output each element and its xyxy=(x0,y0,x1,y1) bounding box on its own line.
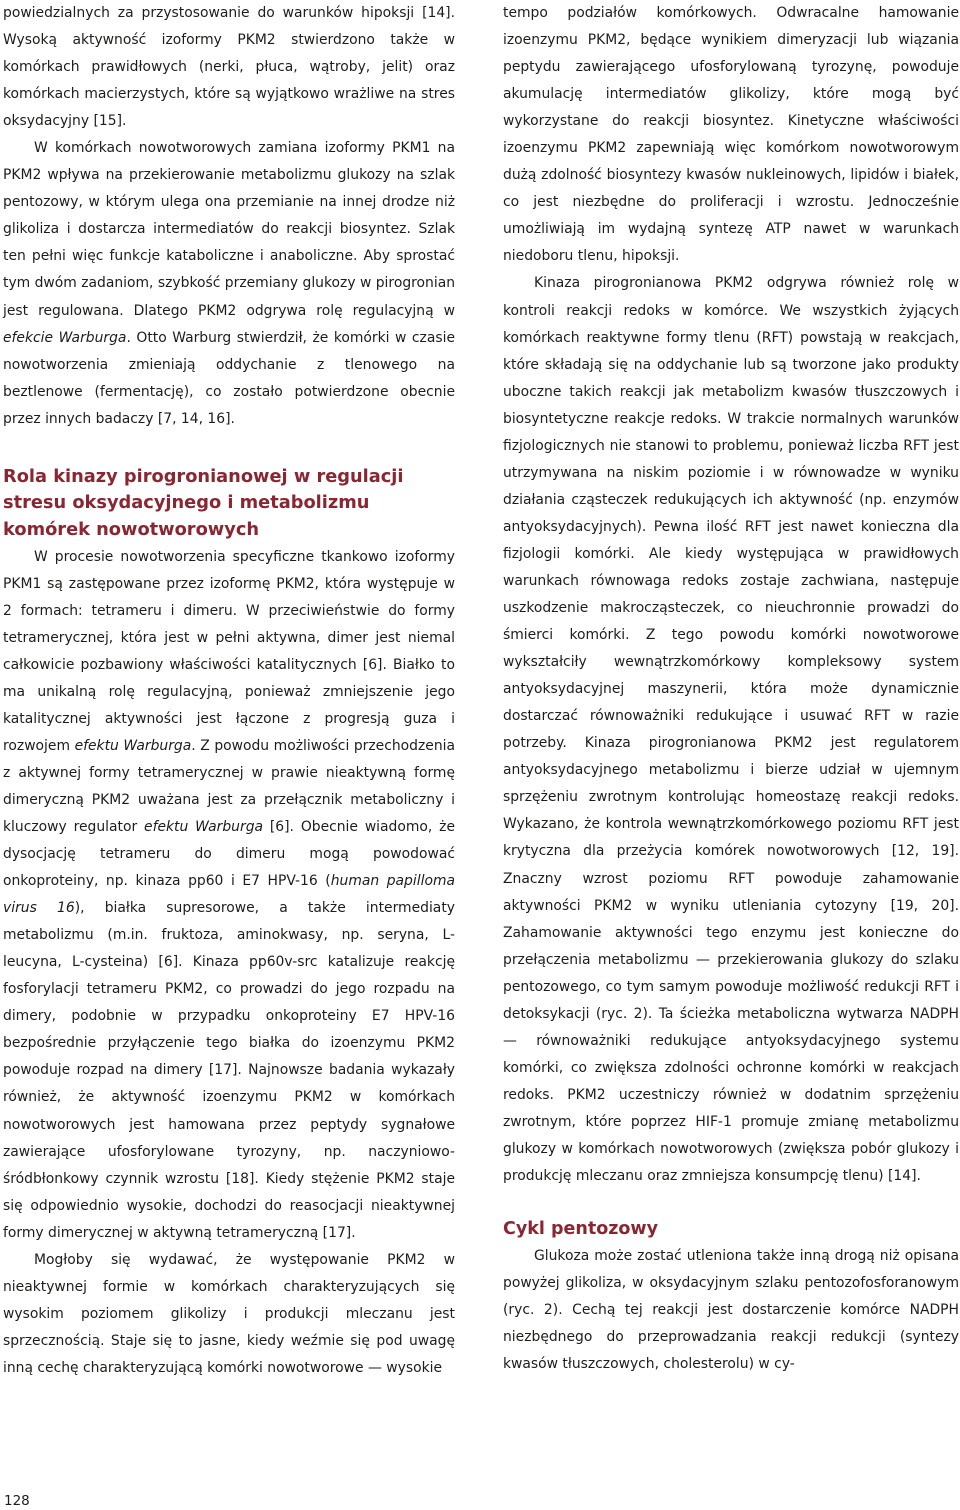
italic-term: efekcie Warburga xyxy=(3,329,127,346)
section-heading: Rola kinazy pirogronianowej w regulacji stresu oksydacyjnego i metabolizmu komórek nowotworowych xyxy=(3,465,404,540)
italic-term: human papilloma virus 16 xyxy=(3,873,455,917)
paragraph-text: [6]. Obecnie wiadomo, że dysocjację tetrameru do dimeru mogą powodować onkoproteiny, np. kinaza pp60 i E7 HPV-16 ( xyxy=(3,819,455,890)
page-number: 128 xyxy=(4,1493,30,1509)
paragraph: Glukoza może zostać utleniona także inną drogą niż opisana powyżej glikoliza, w oksydacyjnym szlaku pentozofosforanowym (ryc. 2). Cechą tej reakcji jest dostarczenie komórce NADPH niezbędnego do przeprowadzania reakcji redukcji (syntezy kwasów tłuszczowych, cholesterolu) w cy- xyxy=(503,1247,959,1372)
paragraph xyxy=(3,135,455,433)
paragraph-text: ), białka supresorowe, a także intermediaty metabolizmu (m.in. fruktoza, aminokwasy, np. seryna, L-leucyna, L-cysteina) [6]. Kinaza pp60v-src katalizuje reakcję fosforylacji tetrameru PKM2, co prowadzi do jego rozpadu na dimery, podobnie w przypadku onkoproteiny E7 HPV-16 bezpośrednie przyłączenie tego białka do izoenzymu PKM2 powoduje rozpad na dimery [17]. Najnowsze badania wykazały również, że aktywność izoenzymu PKM2 w komórkach nowotworowych jest hamowana przez peptydy sygnałowe zawierające ufosforylowane tyrozyny, np. naczyniowo-śródbłonkowy czynnik wzrostu [18]. Kiedy stężenie PKM2 staje się odpowiednio wysokie, dochodzi do reasocjacji nieaktywnej formy dimerycznej w aktywną tetrameryczną [17]. xyxy=(3,900,455,1241)
paragraph-text: . Otto Warburg stwierdził, że komórki w czasie nowotworzenia zmieniają oddychanie z tlenowego na beztlenowe (fermentację), co zostało potwierdzone obecnie przez innych badaczy [7, 14, 16]. xyxy=(3,329,456,427)
italic-term: efektu Warburga xyxy=(144,819,264,835)
paragraph-text: W procesie nowotworzenia specyficzne tkankowo izoformy PKM1 są zastępowane przez izoformę PKM2, która występuje w 2 formach: tetrameru i dimeru. W przeciwieństwie do formy tetramerycznej, która jest w pełni aktywna, dimer jest niemal całkowicie pozbawiony właściwości katalitycznych [6]. Białko to ma unikalną rolę regulacyjną, ponieważ zmniejszenie jego katalitycznej aktywności jest łączone z progresją guza i rozwojem xyxy=(3,548,455,754)
italic-term: efektu Warburga xyxy=(74,737,192,754)
paragraph: Mogłoby się wydawać, że występowanie PKM2 w nieaktywnej formie w komórkach charakteryzujących się wysokim poziomem glikolizy i produkcji mleczanu jest sprzecznością. Staje się to jasne, kiedy weźmie się pod uwagę inną cechę charakteryzującą komórki nowotworowe — wysokie xyxy=(3,1251,455,1376)
paragraph: tempo podziałów komórkowych. Odwracalne hamowanie izoenzymu PKM2, będące wynikiem dimeryzacji lub wiązania peptydu zawierającego ufosforylowaną tyrozynę, powoduje akumulację intermediatów glikolizy, które mogą być wykorzystane do reakcji biosyntez. Kinetyczne właściwości izoenzymu PKM2 zapewniają więc komórkom nowotworowym dużą zdolność biosyntezy kwasów nukleinowych, lipidów i białek, co jest niezbędne do proliferacji i wzrostu. Jednocześnie umożliwiają im wydajną syntezę ATP nawet w warunkach niedoboru tlenu, hipoksji. xyxy=(503,5,959,265)
paragraph: Kinaza pirogronianowa PKM2 odgrywa również rolę w kontroli reakcji redoks w komórce. We wszystkich żyjących komórkach reaktywne formy tlenu (RFT) powstają w reakcjach, które składają się na oddychanie lub są tworzone jako produkty uboczne takich reakcji jak metabolizm kwasów tłuszczowych i biosyntetyczne reakcje redoks. W trakcie normalnych warunków fizjologicznych nie stanowi to problemu, ponieważ liczba RFT jest utrzymywana na niskim poziomie i w równowadze w wyniku działania cząsteczek redukujących ich aktywność (np. enzymów antyoksydacyjnych). Pewna ilość RFT jest nawet konieczna dla fizjologii komórki. Ale kiedy występująca w prawidłowych warunkach równowaga redoks zostaje zachwiana, następuje uszkodzenie makrocząsteczek, co nieuchronnie prowadzi do śmierci komórki. Z tego powodu komórki nowotworowe wykształciły wewnątrzkomórkowy kompleksowy system antyoksydacyjnej maszynerii, która może dynamicznie dostarczać równoważniki redukujące i usuwać RFT w razie potrzeby. Kinaza pirogronianowa PKM2 jest regulatorem antyoksydacyjnego metabolizmu i bierze udział w ujemnym sprzężeniu zwrotnym kontrolując homeostazę reakcji redoks. Wykazano, że kontrola wewnątrzkomórkowego poziomu RFT jest krytyczna dla przeżycia komórek nowotworowych [12, 19]. Znaczny wzrost poziomu RFT powoduje zahamowanie aktywności PKM2 w wyniku utleniania cytozyny [19, 20]. Zahamowanie aktywności tego enzymu jest konieczne do przełączenia metabolizmu — przekierowania glukozy do szlaku pentozowego, co tym samym powoduje możliwość redukcji RFT i detoksykacji (ryc. 2). Ta ścieżka metaboliczna wytwarza NADPH — równoważniki redukujące antyoksydacyjnego systemu komórki, co zwiększa zdolności ochronne komórki w reakcjach redoks. PKM2 uczestniczy również w dodatnim sprzężeniu zwrotnym, które poprzez HIF-1 promuje zmianę metabolizmu glukozy w komórkach nowotworowych (zwiększa pobór glukozy i produkcję mleczanu oraz zmniejsza konsumpcję tlenu) [14]. xyxy=(503,275,959,1185)
paragraph-text: . Z powodu możliwości przechodzenia z aktywnej formy tetramerycznej w prawie nieaktywną formę dimeryczną PKM2 uważana jest za przełącznik metaboliczny i kluczowy regulator xyxy=(3,737,455,835)
right-column xyxy=(503,0,959,1378)
left-column xyxy=(3,0,455,1382)
paragraph: powiedzialnych za przystosowanie do warunków hipoksji [14]. Wysoką aktywność izoformy PKM2 stwierdzono także w komórkach prawidłowych (nerki, płuca, wątroby, jelit) oraz komórkach macierzystych, które są wyjątkowo wrażliwe na stres oksydacyjny [15]. xyxy=(3,5,455,130)
section-heading: Cykl pentozowy xyxy=(503,1219,659,1240)
paragraph xyxy=(3,544,455,1247)
paragraph-text: W komórkach nowotworowych zamiana izoformy PKM1 na PKM2 wpływa na przekierowanie metabolizmu glukozy na szlak pentozowy, w którym ulega ona przemianie na innej drodze niż glikoliza i dostarcza intermediatów do reakcji biosyntez. Szlak ten pełni więc funkcje kataboliczne i anaboliczne. Aby sprostać tym dwóm zadaniom, szybkość przemiany glukozy w pirogronian jest regulowana. Dlatego PKM2 odgrywa rolę regulacyjną w xyxy=(3,140,456,319)
